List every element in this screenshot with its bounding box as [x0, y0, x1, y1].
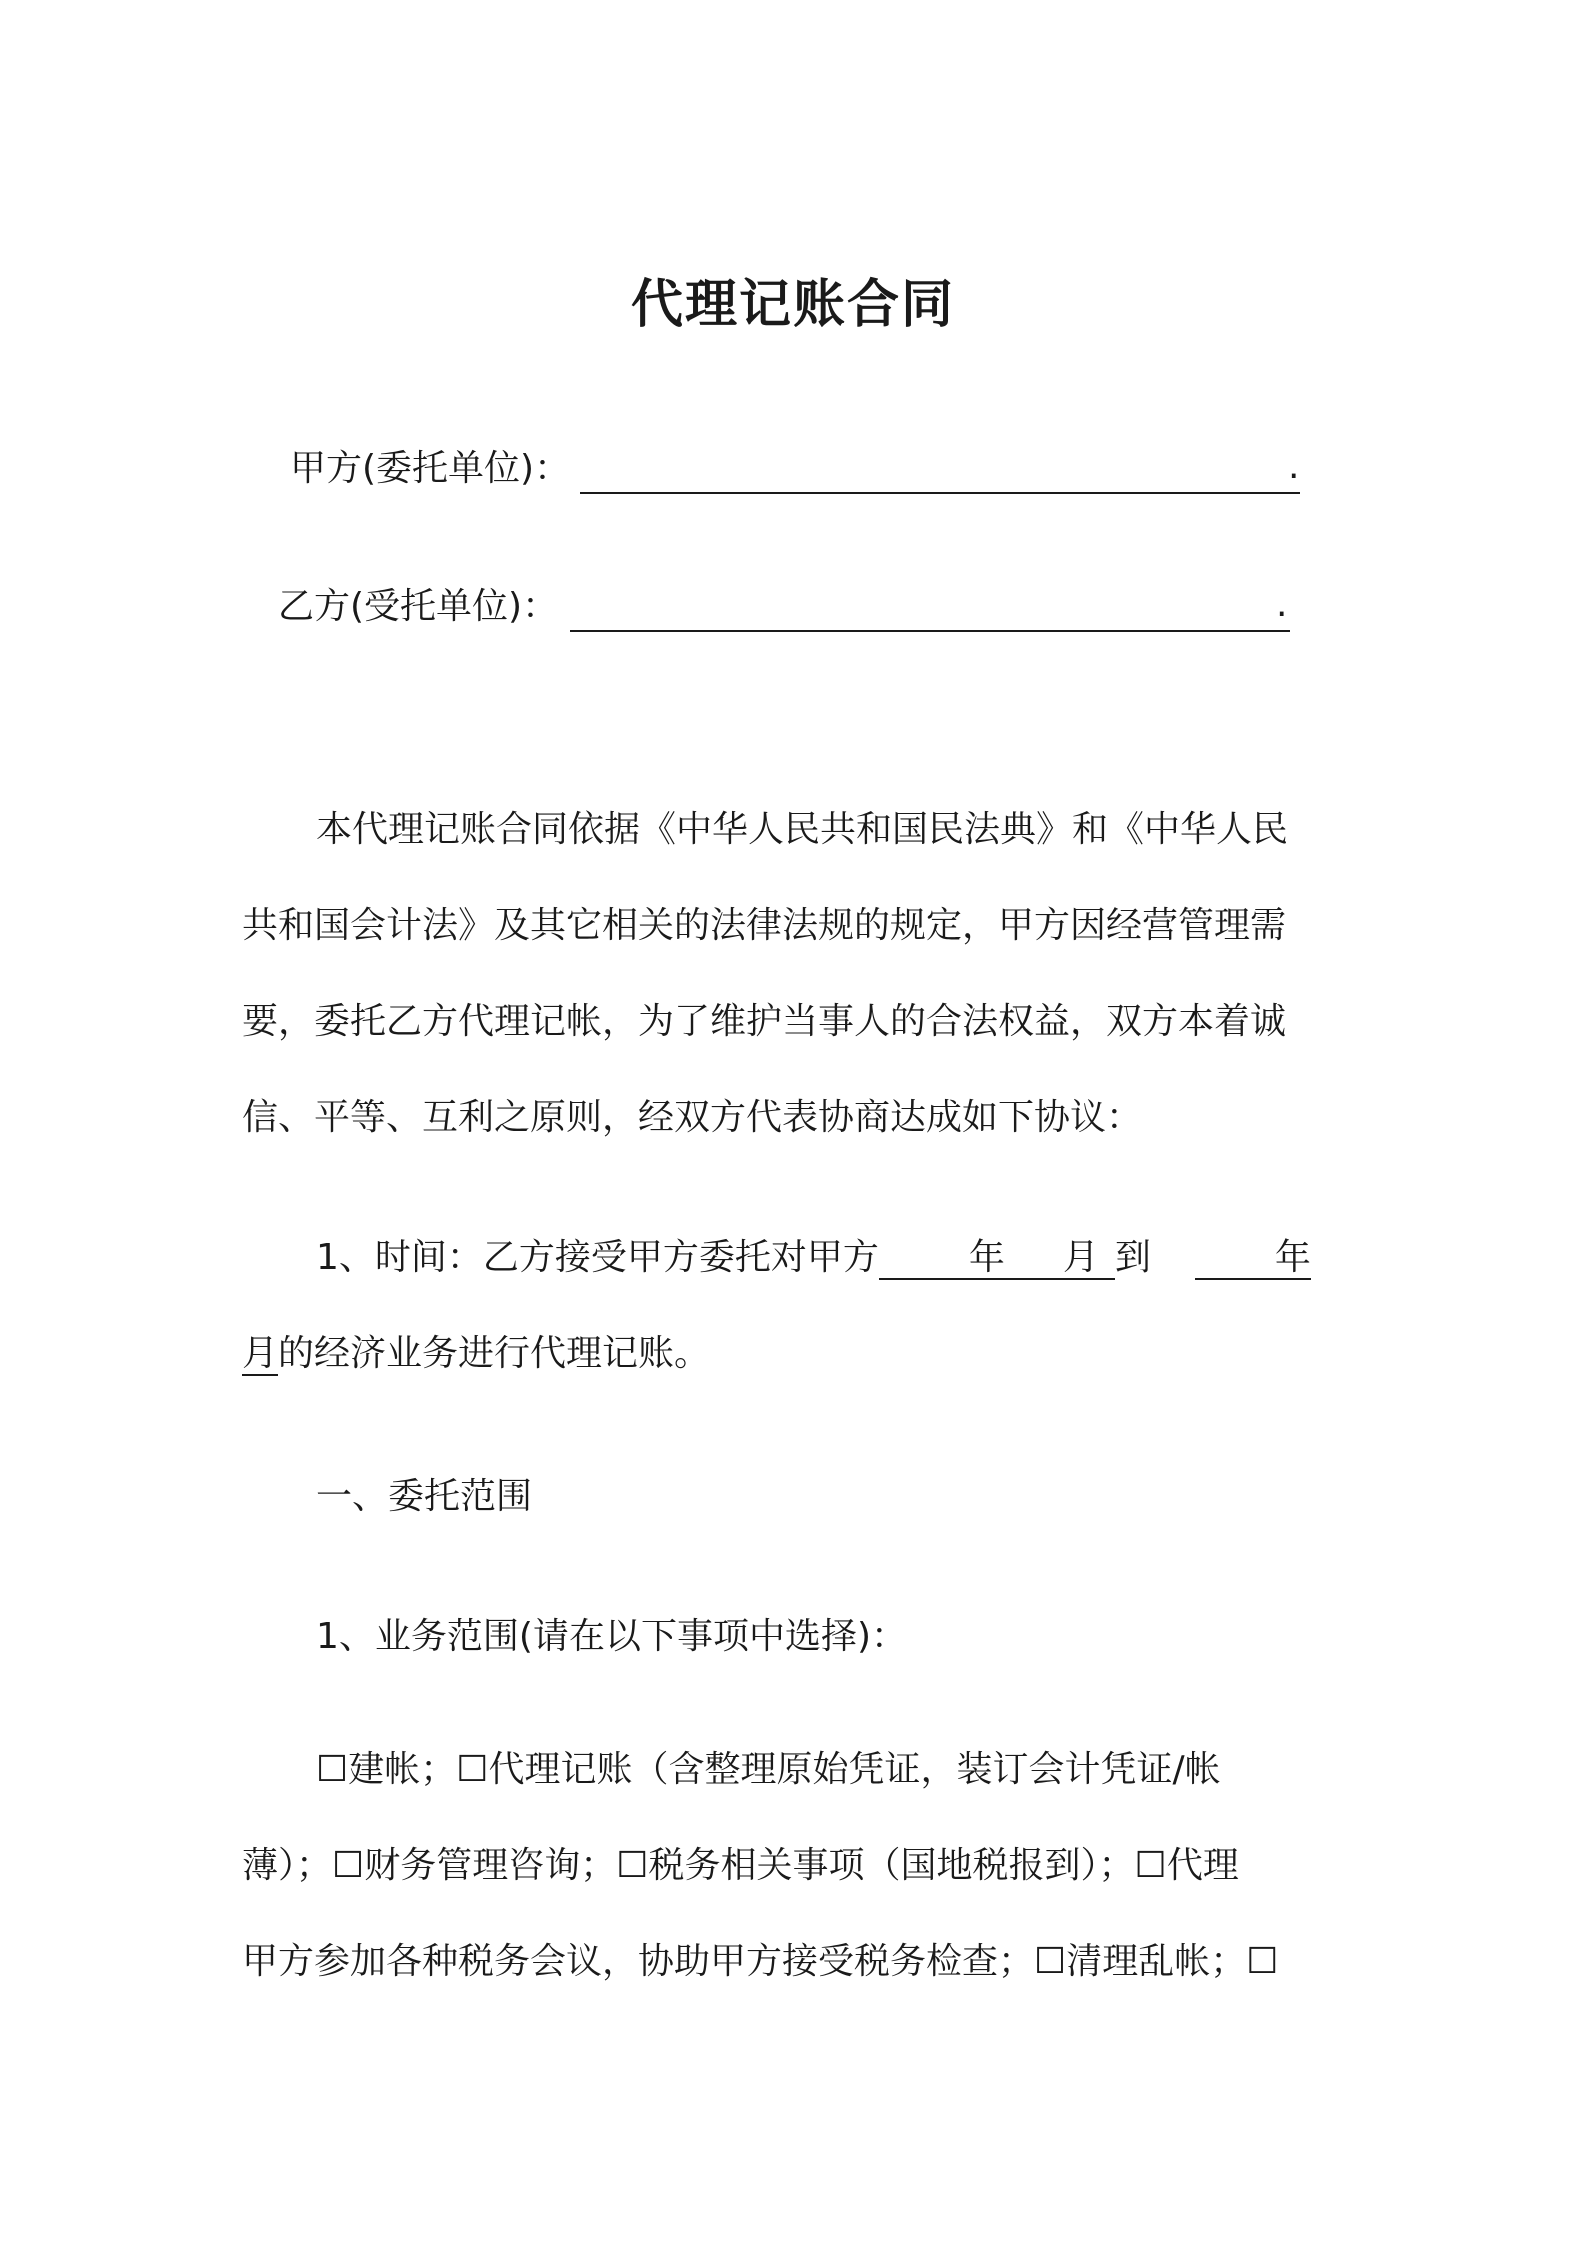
start-month-label: 月: [1062, 1237, 1099, 1278]
start-year-label: 年: [968, 1237, 1005, 1278]
party-b-row: [278, 578, 558, 629]
document-title: 代理记账合同: [630, 275, 955, 335]
party-a-end-dot: .: [1288, 446, 1300, 487]
time-clause: [242, 1210, 1352, 1402]
scope-line: ☐建帐；☐代理记账（含整理原始凭证，装订会计凭证/帐: [316, 1749, 1221, 1790]
intro-line: 本代理记账合同依据《中华人民共和国民法典》和《中华人民: [316, 809, 1289, 850]
time-clause-line-1: [242, 1210, 1352, 1306]
intro-line: 要，委托乙方代理记帐，为了维护当事人的合法权益，双方本着诚: [242, 1001, 1287, 1042]
section-heading: 一、委托范围: [316, 1476, 533, 1517]
scope-heading: 1、业务范围(请在以下事项中选择)：: [316, 1616, 907, 1657]
party-a-label: 甲方(委托单位)：: [290, 448, 571, 489]
party-a-blank[interactable]: [580, 452, 1300, 494]
intro-line: 共和国会计法》及其它相关的法律法规的规定，甲方因经营管理需: [242, 905, 1287, 946]
party-b-blank[interactable]: [570, 590, 1290, 632]
scope-line: 甲方参加各种税务会议，协助甲方接受税务检查；☐清理乱帐；☐: [242, 1941, 1279, 1982]
start-date-blank[interactable]: [879, 1238, 1115, 1280]
time-clause-suffix: 的经济业务进行代理记账。: [278, 1333, 711, 1374]
to-label: 到: [1114, 1237, 1151, 1278]
intro-line: 信、平等、互利之原则，经双方代表协商达成如下协议：: [242, 1097, 1143, 1138]
scope-options: [242, 1722, 1372, 2010]
time-clause-prefix: 1、时间：乙方接受甲方委托对甲方: [316, 1237, 879, 1278]
end-year-label: 年: [1274, 1237, 1311, 1278]
party-b-label: 乙方(受托单位)：: [278, 586, 559, 627]
end-date-blank[interactable]: [1195, 1238, 1311, 1280]
time-clause-line-2: [242, 1306, 1352, 1402]
intro-paragraph: [242, 782, 1352, 1166]
party-b-end-dot: .: [1276, 584, 1288, 625]
end-month-label[interactable]: 月: [242, 1333, 279, 1374]
scope-line: 薄）；☐财务管理咨询；☐税务相关事项（国地税报到）；☐代理: [242, 1845, 1239, 1886]
party-a-row: [290, 440, 570, 491]
